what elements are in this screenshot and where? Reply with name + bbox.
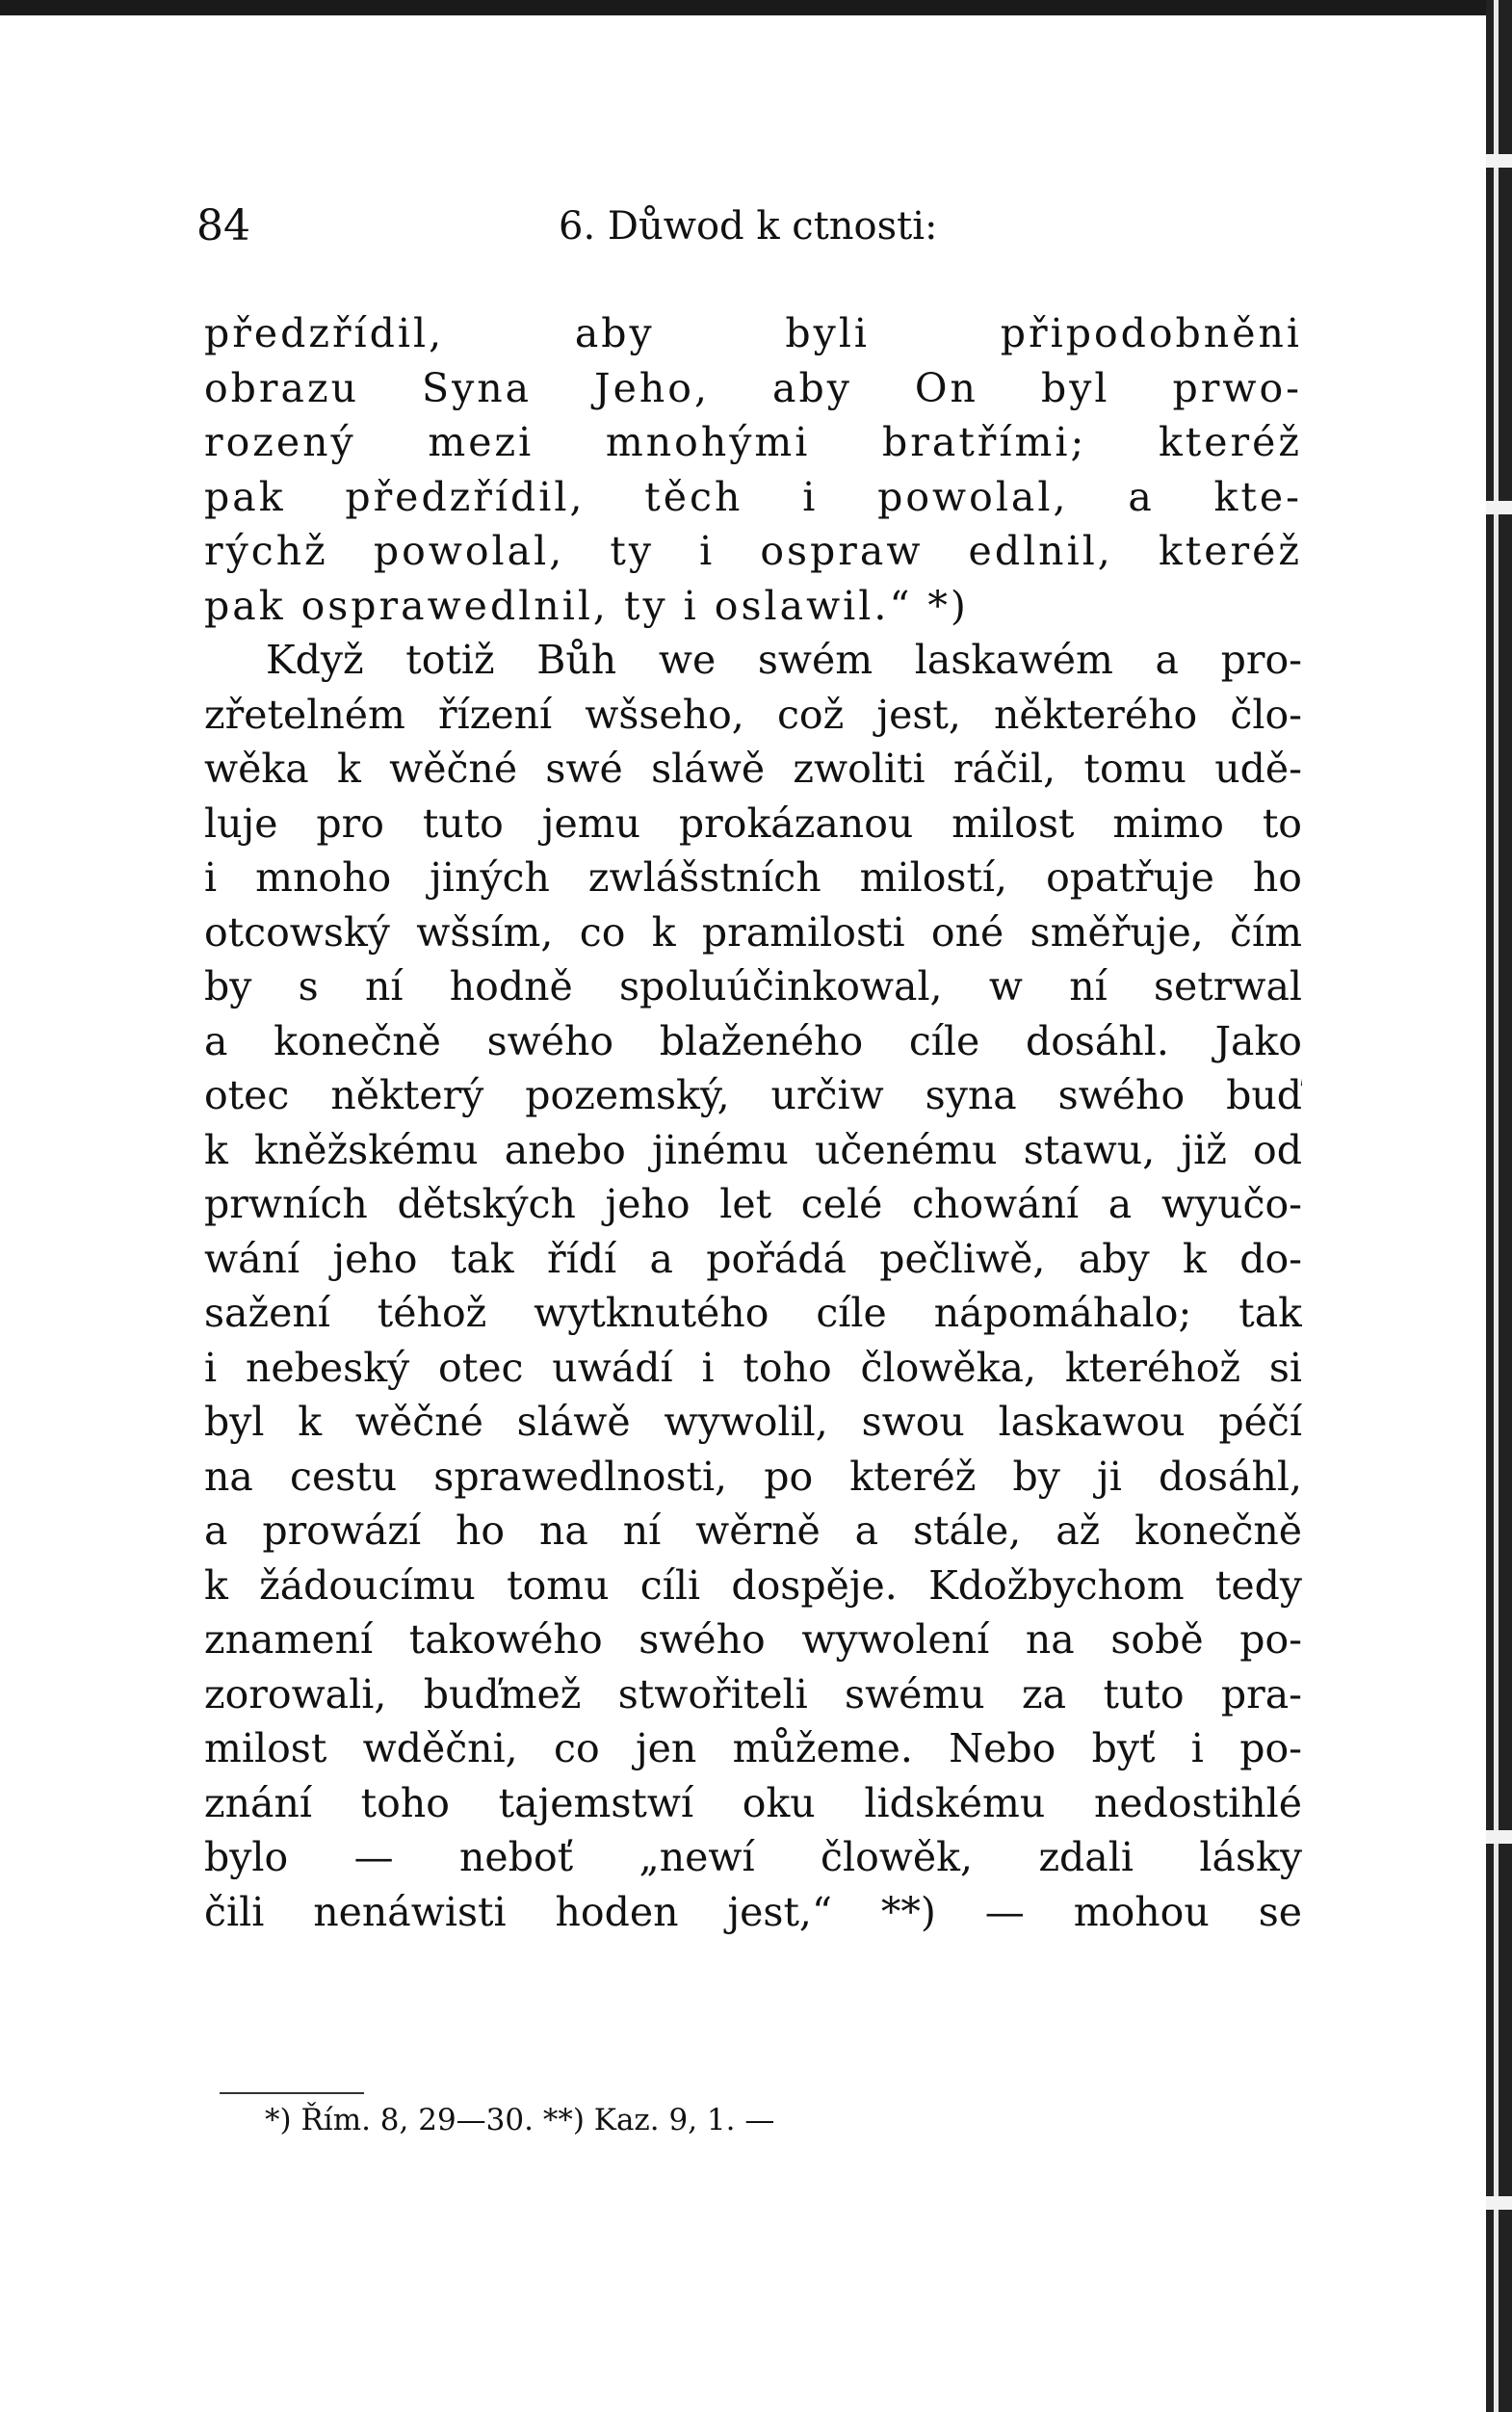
edge-tick xyxy=(1486,1830,1512,1844)
text-line: k žádoucímu tomu cíli dospěje. Kdožbychom tedy xyxy=(204,1561,1302,1609)
text-line: Když totiž Bůh we swém laskawém a pro- xyxy=(266,637,1302,683)
text-line: obrazu Syna Jeho, aby On byl prwo- xyxy=(204,364,1302,411)
text-line: wěka k wěčné swé sláwě zwoliti ráčil, tomu udě- xyxy=(204,746,1302,792)
text-line: rozený mezi mnohými bratřími; kteréž xyxy=(204,419,1302,465)
text-line: i mnoho jiných zwlášstních milostí, opatřuje ho xyxy=(204,854,1302,901)
text-line: prwních dětských jeho let celé chowání a wyučo- xyxy=(204,1181,1302,1227)
footnotes: *) Řím. 8, 29—30. **) Kaz. 9, 1. — xyxy=(265,2103,775,2137)
text-line: rýchž powolal, ty i ospraw edlnil, kteréž xyxy=(204,528,1302,574)
text-line: k kněžskému anebo jinému učenému stawu, již od xyxy=(204,1126,1302,1173)
edge-tick xyxy=(1486,2196,1512,2210)
text-line: pak osprawedlnil, ty i oslawil.“ *) xyxy=(204,582,969,629)
text-line: a prowází ho na ní wěrně a stále, až konečně xyxy=(204,1508,1302,1554)
text-line: čili nenáwisti hoden jest,“ **) — mohou se xyxy=(204,1888,1302,1935)
text-line: wání jeho tak řídí a pořádá pečliwě, aby k do- xyxy=(204,1235,1302,1282)
page-number: 84 xyxy=(196,201,250,250)
page-edge-top xyxy=(0,0,1512,15)
body-text xyxy=(204,306,1302,1939)
text-line: bylo — neboť „newí člowěk, zdali lásky xyxy=(204,1834,1302,1880)
text-line: znání toho tajemstwí oku lidskému nedostihlé xyxy=(204,1779,1302,1826)
text-line: otec některý pozemský, určiw syna swého buď xyxy=(204,1072,1302,1118)
page-edge-right xyxy=(1486,0,1512,2412)
text-line: a konečně swého blaženého cíle dosáhl. Jako xyxy=(204,1017,1302,1064)
text-line: i nebeský otec uwádí i toho člowěka, kteréhož si xyxy=(204,1344,1302,1391)
edge-tick xyxy=(1486,501,1512,514)
text-line: luje pro tuto jemu prokázanou milost mimo to xyxy=(204,800,1302,847)
edge-tick xyxy=(1486,154,1512,168)
text-line: milost wděčni, co jen můžeme. Nebo byť i po- xyxy=(204,1725,1302,1771)
text-line: na cestu sprawedlnosti, po kteréž by ji dosáhl, xyxy=(204,1453,1302,1500)
text-line: byl k wěčné sláwě wywolil, swou laskawou péčí xyxy=(204,1399,1302,1445)
edge-strip xyxy=(1494,0,1499,2412)
text-line: znamení takowého swého wywolení na sobě po- xyxy=(204,1616,1302,1663)
text-line: sažení téhož wytknutého cíle nápomáhalo; tak xyxy=(204,1290,1302,1336)
text-line: zřetelném řízení wšseho, což jest, některého člo- xyxy=(204,691,1302,738)
footnote-rule xyxy=(220,2092,364,2094)
text-line: zorowali, buďmež stwořiteli swému za tuto pra- xyxy=(204,1670,1302,1717)
page-header xyxy=(196,197,1304,255)
text-line: otcowský wšsím, co k pramilosti oné směřuje, čím xyxy=(204,908,1302,956)
running-head: 6. Důwod k ctnosti: xyxy=(559,204,938,249)
text-line: předzřídil, aby byli připodobněni xyxy=(204,310,1302,356)
text-line: pak předzřídil, těch i powolal, a kte- xyxy=(204,473,1302,520)
text-line: by s ní hodně spoluúčinkowal, w ní setrwal xyxy=(204,963,1302,1009)
